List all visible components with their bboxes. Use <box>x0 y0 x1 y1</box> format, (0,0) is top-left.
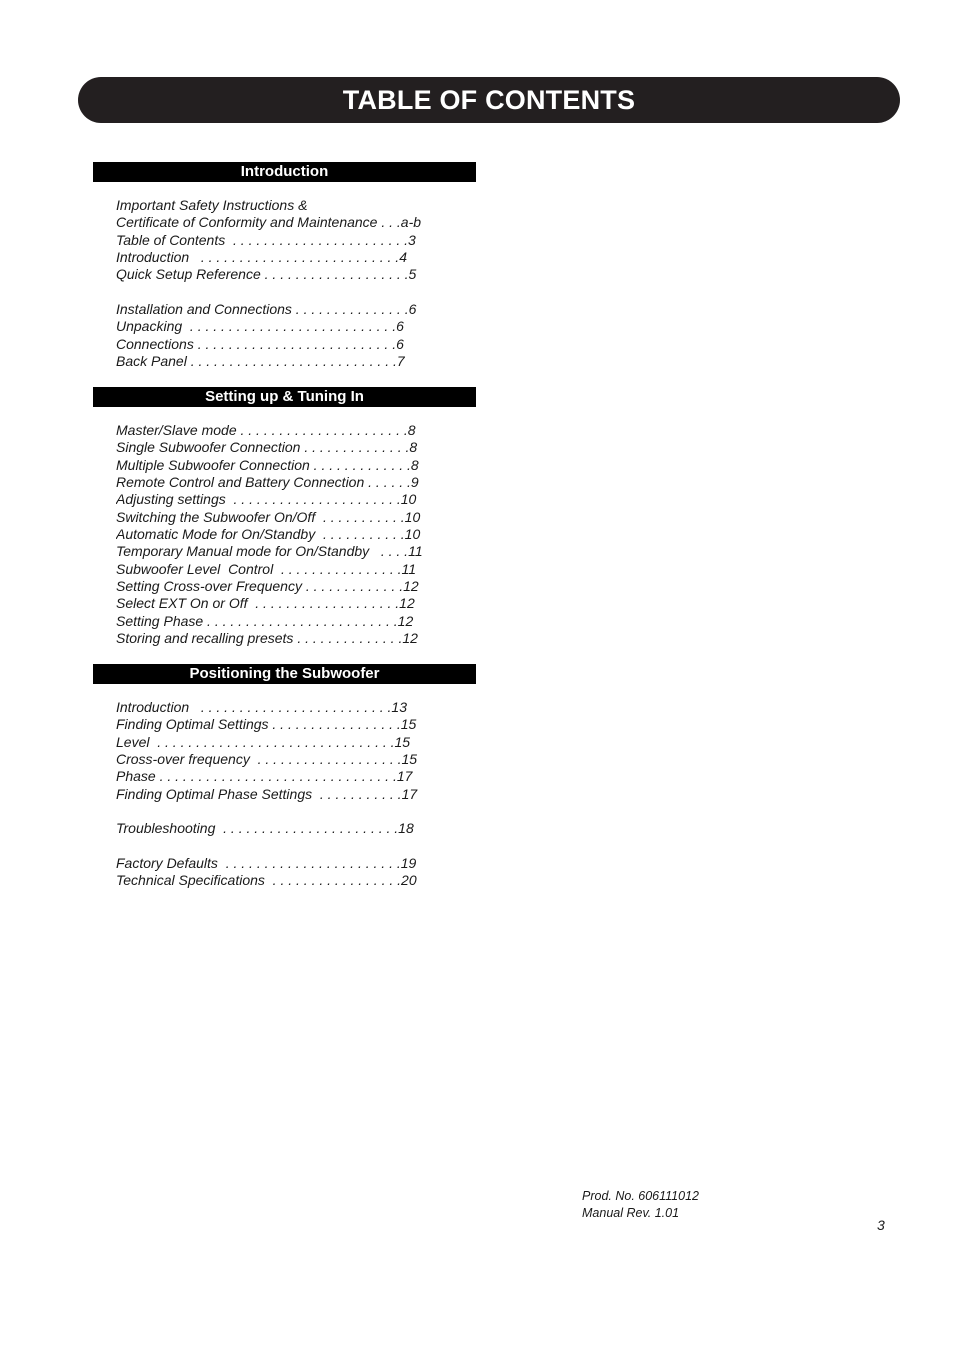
toc-entry[interactable]: Master/Slave mode . . . . . . . . . . . . . . . . . . . . . .8 <box>116 422 416 438</box>
toc-entry[interactable]: Adjusting settings . . . . . . . . . . . . . . . . . . . . . .10 <box>116 491 417 508</box>
toc-entry[interactable]: Remote Control and Battery Connection . . . . . .9 <box>116 474 419 491</box>
toc-entry[interactable]: Storing and recalling presets . . . . . . . . . . . . . .12 <box>116 630 418 647</box>
toc-entry[interactable]: Certificate of Conformity and Maintenance . . .a-b <box>116 214 422 231</box>
toc-entry[interactable]: Select EXT On or Off . . . . . . . . . . . . . . . . . . .12 <box>116 595 415 612</box>
toc-entry[interactable]: Quick Setup Reference . . . . . . . . . . . . . . . . . . .5 <box>116 266 417 283</box>
page-title: TABLE OF CONTENTS <box>342 84 636 115</box>
footer-info <box>582 1188 699 1221</box>
toc-entry[interactable]: Setting Phase . . . . . . . . . . . . . . . . . . . . . . . . .12 <box>116 612 414 629</box>
toc-entry[interactable]: Introduction . . . . . . . . . . . . . . . . . . . . . . . . . .4 <box>116 249 407 266</box>
toc-entry[interactable]: Troubleshooting . . . . . . . . . . . . . . . . . . . . . . .18 <box>116 820 414 837</box>
toc-entry[interactable]: Setting Cross-over Frequency . . . . . . . . . . . . .12 <box>116 578 419 595</box>
toc-entry[interactable]: Automatic Mode for On/Standby . . . . . . . . . . .10 <box>116 526 421 543</box>
toc-entry[interactable]: Temporary Manual mode for On/Standby . . . .11 <box>116 543 423 560</box>
product-number: Prod. No. 606111012 <box>582 1189 699 1203</box>
toc-list-positioning <box>116 699 434 890</box>
page-number: 3 <box>877 1217 885 1233</box>
toc-entry[interactable]: Connections . . . . . . . . . . . . . . . . . . . . . . . . . .6 <box>116 335 404 352</box>
toc-entry[interactable]: Level . . . . . . . . . . . . . . . . . . . . . . . . . . . . . . .15 <box>116 733 411 750</box>
toc-entry[interactable]: Phase . . . . . . . . . . . . . . . . . . . . . . . . . . . . . . .17 <box>116 768 413 785</box>
toc-entry[interactable]: Installation and Connections . . . . . . . . . . . . . . .6 <box>116 301 417 318</box>
toc-entry[interactable]: Technical Specifications . . . . . . . . . . . . . . . . .20 <box>116 872 417 889</box>
spacer <box>116 838 434 855</box>
toc-entry[interactable]: Switching the Subwoofer On/Off . . . . . . . . . . .10 <box>116 508 421 525</box>
manual-revision: Manual Rev. 1.01 <box>582 1205 680 1220</box>
toc-list-introduction <box>116 197 434 370</box>
toc-entry[interactable]: Multiple Subwoofer Connection . . . . . . . . . . . . .8 <box>116 456 419 473</box>
spacer <box>116 284 434 301</box>
toc-entry[interactable]: Table of Contents . . . . . . . . . . . . . . . . . . . . . . .3 <box>116 231 416 248</box>
toc-entry[interactable]: Introduction . . . . . . . . . . . . . . . . . . . . . . . . .13 <box>116 699 407 715</box>
spacer <box>116 803 434 820</box>
title-banner <box>78 77 900 123</box>
toc-list-setting-up <box>116 422 434 647</box>
section-heading-setting-up: Setting up & Tuning In <box>93 387 476 407</box>
toc-entry[interactable]: Unpacking . . . . . . . . . . . . . . . . . . . . . . . . . . .6 <box>116 318 404 335</box>
toc-entry[interactable]: Single Subwoofer Connection . . . . . . . . . . . . . .8 <box>116 439 418 456</box>
toc-entry[interactable]: Cross-over frequency . . . . . . . . . . . . . . . . . . .15 <box>116 751 418 768</box>
toc-entry[interactable]: Finding Optimal Settings . . . . . . . . . . . . . . . . .15 <box>116 716 417 733</box>
toc-entry[interactable]: Subwoofer Level Control . . . . . . . . . . . . . . . .11 <box>116 560 417 577</box>
toc-entry[interactable]: Factory Defaults . . . . . . . . . . . . . . . . . . . . . . .19 <box>116 855 417 872</box>
toc-entry[interactable]: Finding Optimal Phase Settings . . . . . . . . . . .17 <box>116 785 418 802</box>
toc-entry[interactable]: Back Panel . . . . . . . . . . . . . . . . . . . . . . . . . . .7 <box>116 353 405 370</box>
toc-entry[interactable]: Important Safety Instructions & <box>116 197 308 213</box>
section-heading-introduction: Introduction <box>93 162 476 182</box>
section-heading-positioning: Positioning the Subwoofer <box>93 664 476 684</box>
